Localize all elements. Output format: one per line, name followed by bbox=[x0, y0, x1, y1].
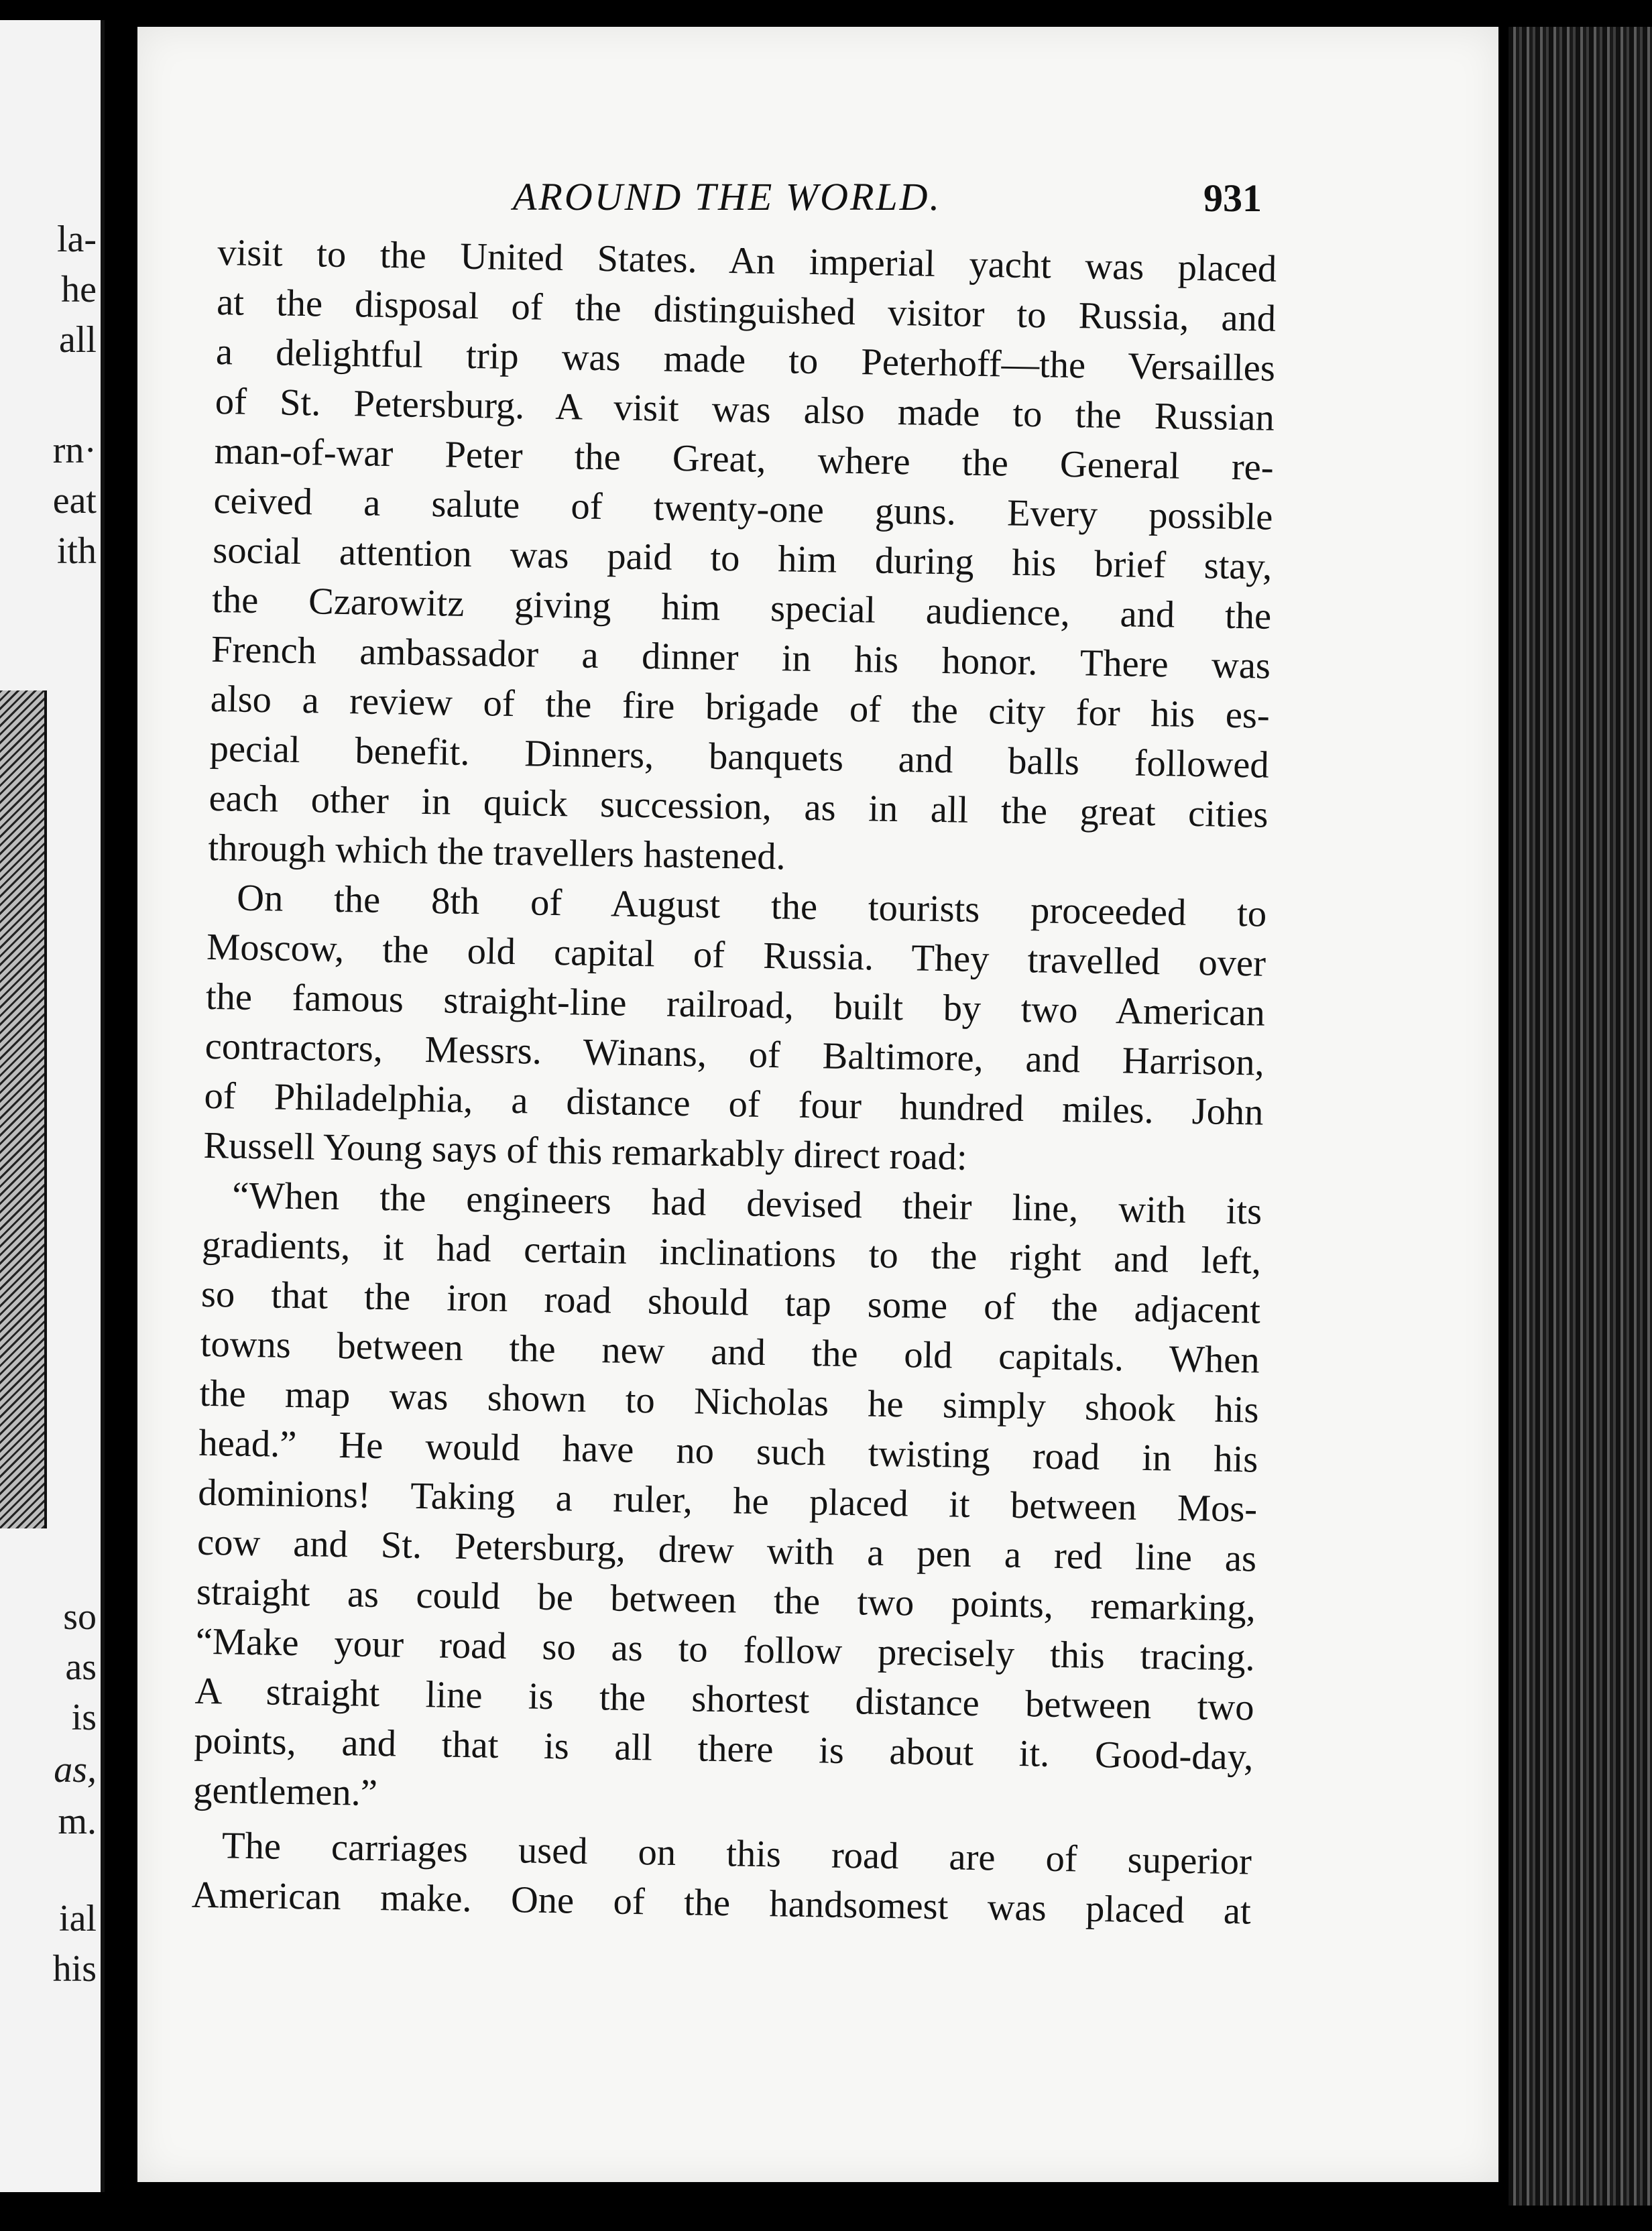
text-line: dominions! Taking a ruler, he placed it between Mos- bbox=[197, 1471, 1258, 1530]
text-line: straight as could be between the two points, remarking, bbox=[196, 1571, 1256, 1630]
text-line: Russell Young says of this remarkably direct road: bbox=[203, 1124, 968, 1179]
left-page-fragment: la- bbox=[56, 219, 97, 260]
left-page-fragment: ial bbox=[59, 1898, 97, 1939]
text-line: head.” He would have no such twisting road in his bbox=[198, 1422, 1258, 1481]
text-line: French ambassador a dinner in his honor. There was bbox=[211, 628, 1271, 687]
text-line: On the 8th of August the tourists proceeded to bbox=[236, 877, 1267, 935]
text-line: points, and that is all there is about it. Good-day, bbox=[194, 1720, 1254, 1778]
text-line: gentlemen.” bbox=[192, 1769, 378, 1815]
text-line: ceived a salute of twenty-one guns. Every possible bbox=[213, 479, 1273, 538]
left-page-fragment: as bbox=[65, 1646, 97, 1688]
left-page-fragment: is bbox=[71, 1697, 97, 1738]
text-line: towns between the new and the old capitals. When bbox=[200, 1323, 1260, 1382]
page-header bbox=[137, 168, 1498, 228]
text-line: “Make your road so as to follow precisely this tracing. bbox=[195, 1620, 1256, 1679]
body-text bbox=[191, 228, 1277, 1937]
text-line: of St. Petersburg. A visit was also made to the Russian bbox=[215, 380, 1275, 439]
page-number: 931 bbox=[1203, 176, 1262, 220]
text-line: a delightful trip was made to Peterhoff—the Versailles bbox=[215, 330, 1276, 389]
book-page bbox=[137, 27, 1498, 2182]
left-page-fragment: eat bbox=[52, 480, 97, 522]
text-line: the Czarowitz giving him special audience, and the bbox=[211, 579, 1272, 638]
left-facing-page bbox=[0, 20, 105, 2192]
running-head: AROUND THE WORLD. bbox=[513, 175, 942, 219]
engraving-illustration bbox=[0, 690, 47, 1528]
text-line: visit to the United States. An imperial yacht was placed bbox=[217, 231, 1277, 290]
text-line: cow and St. Petersburg, drew with a pen a red line as bbox=[196, 1521, 1257, 1580]
left-page-fragment: ith bbox=[56, 530, 97, 572]
left-page-fragment: his bbox=[52, 1948, 97, 1990]
book-edge bbox=[1509, 27, 1652, 2206]
text-line: the map was shown to Nicholas he simply shook his bbox=[199, 1372, 1259, 1431]
text-line: The carriages used on this road are of superior bbox=[221, 1825, 1252, 1883]
text-line: man-of-war Peter the Great, where the General re- bbox=[214, 430, 1275, 489]
left-page-fragment: he bbox=[61, 269, 97, 310]
text-line: social attention was paid to him during his brief stay, bbox=[212, 529, 1273, 588]
text-line: so that the iron road should tap some of the adjacent bbox=[200, 1273, 1261, 1332]
left-page-fragment: so bbox=[63, 1596, 97, 1638]
text-line: at the disposal of the distinguished visitor to Russia, and bbox=[216, 281, 1277, 340]
left-page-fragment: all bbox=[59, 319, 97, 361]
text-line: gradients, it had certain inclinations to the right and left, bbox=[201, 1223, 1262, 1282]
text-line: Moscow, the old capital of Russia. They travelled over bbox=[206, 926, 1266, 985]
text-line: American make. One of the handsomest was placed at bbox=[191, 1874, 1252, 1933]
text-line: through which the travellers hastened. bbox=[207, 827, 786, 878]
left-page-fragment: rn· bbox=[52, 430, 97, 471]
text-line: also a review of the fire brigade of the city for his es- bbox=[210, 678, 1271, 737]
text-line: contractors, Messrs. Winans, of Baltimore, and Harrison, bbox=[204, 1025, 1265, 1084]
left-page-fragment: m. bbox=[58, 1801, 97, 1842]
text-line: the famous straight-line railroad, built by two American bbox=[205, 975, 1266, 1034]
text-line: “When the engineers had devised their line, with its bbox=[231, 1174, 1262, 1233]
text-line: pecial benefit. Dinners, banquets and balls followed bbox=[209, 727, 1270, 786]
text-line: each other in quick succession, as in all the great cities bbox=[209, 777, 1268, 836]
text-line: of Philadelphia, a distance of four hundred miles. John bbox=[204, 1075, 1264, 1134]
left-page-fragment: as, bbox=[54, 1749, 97, 1791]
text-line: A straight line is the shortest distance between two bbox=[194, 1670, 1255, 1729]
